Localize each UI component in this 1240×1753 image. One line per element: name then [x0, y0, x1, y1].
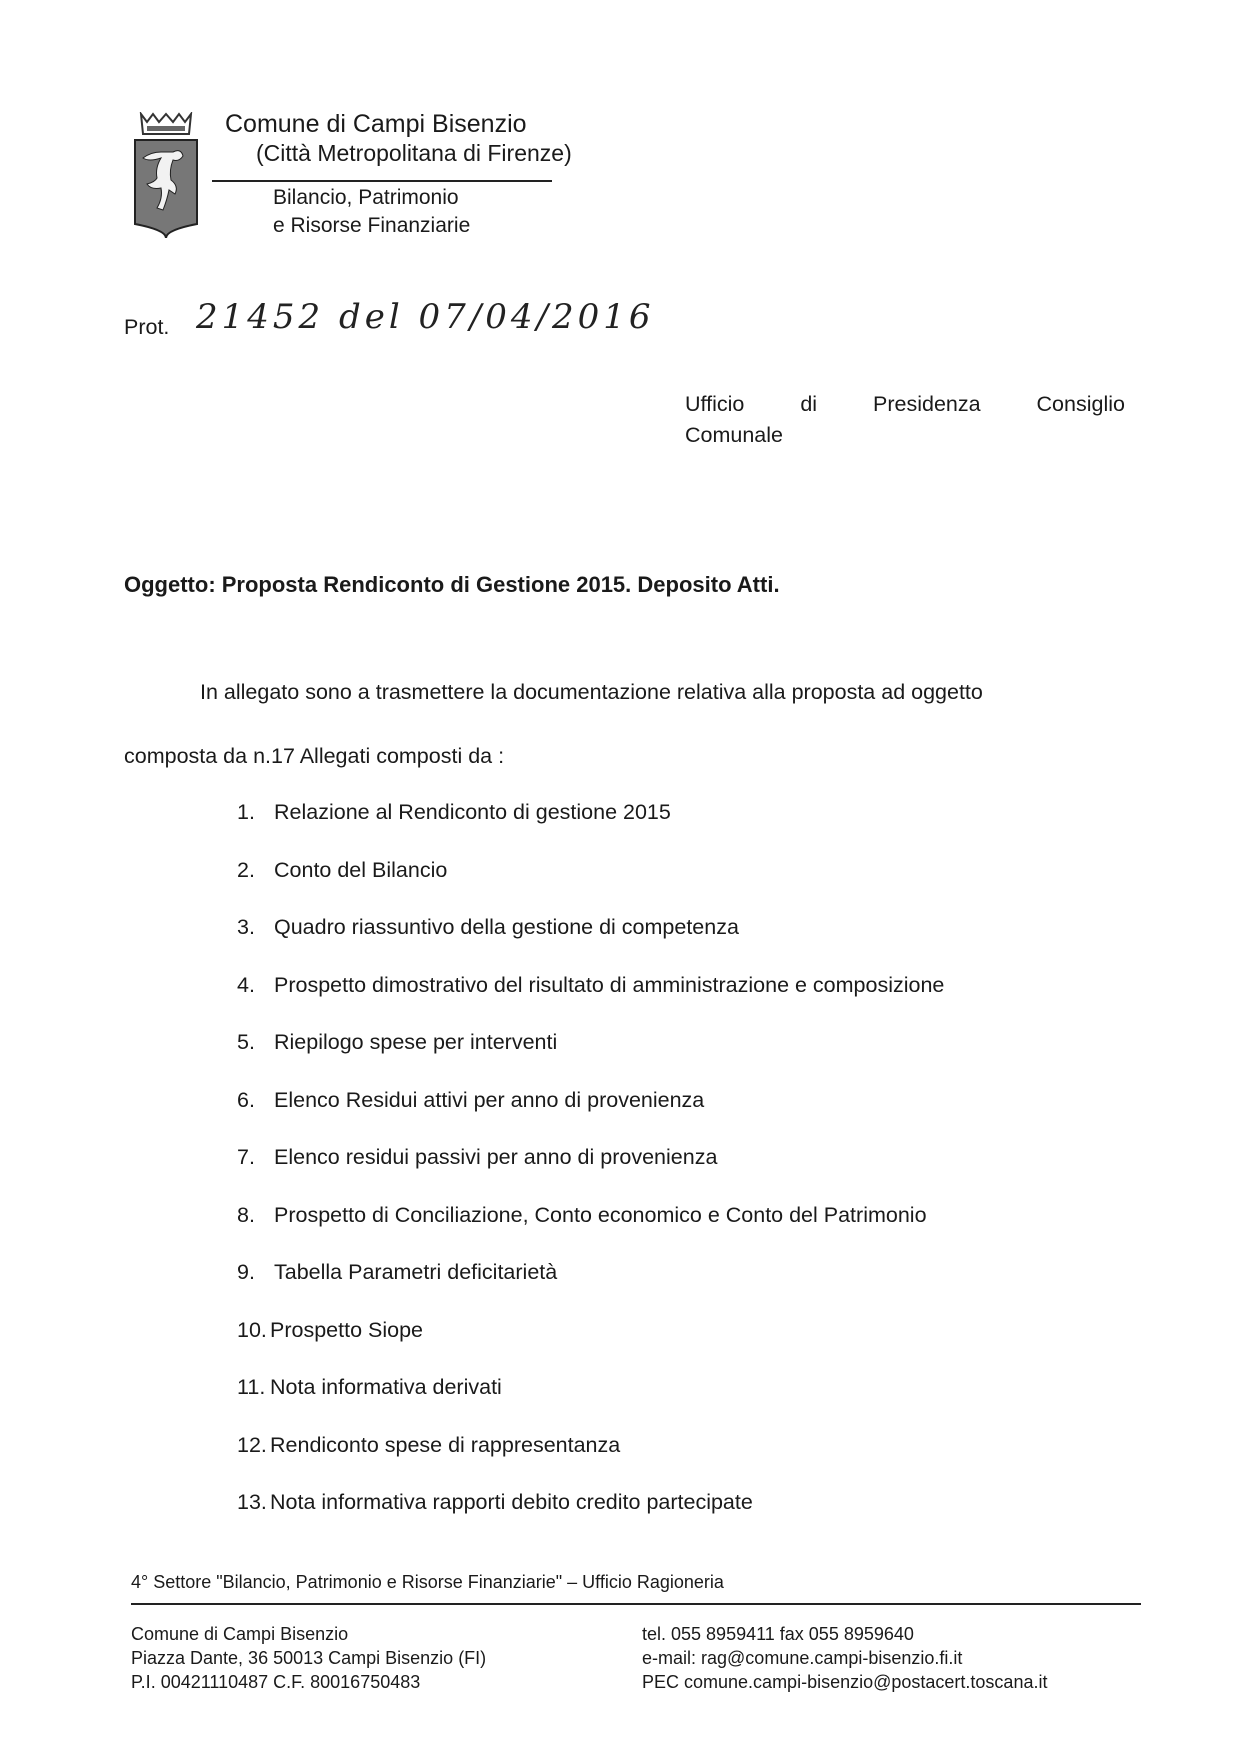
footer-email-row	[642, 1648, 962, 1669]
footer-address-2: Piazza Dante, 36 50013 Campi Bisenzio (FI)	[131, 1648, 487, 1668]
attachment-number: 13.	[237, 1490, 267, 1514]
dept-line2: e Risorse Finanziarie	[273, 214, 471, 237]
attachment-text: Conto del Bilancio	[274, 857, 448, 882]
recipient-line2: Comunale	[685, 423, 783, 447]
attachment-item	[237, 1030, 557, 1055]
pec-link[interactable]: comune.campi-bisenzio@postacert.toscana.it	[684, 1672, 1048, 1692]
coat-of-arms-logo	[133, 112, 199, 240]
body-para2: composta da n.17 Allegati composti da :	[124, 744, 505, 768]
attachment-text: Quadro riassuntivo della gestione di competenza	[274, 915, 739, 939]
attachment-number: 11.	[237, 1375, 266, 1399]
attachment-item	[237, 1260, 557, 1285]
org-name: Comune di Campi Bisenzio	[225, 110, 527, 138]
footer-address-3: P.I. 00421110487 C.F. 80016750483	[131, 1672, 421, 1692]
attachment-text: Prospetto di Conciliazione, Conto economico e Conto del Patrimonio	[274, 1202, 927, 1227]
recipient-word: Ufficio	[685, 392, 745, 416]
attachment-item	[237, 800, 671, 825]
attachment-number: 5.	[237, 1030, 255, 1054]
header-rule	[212, 180, 552, 182]
footer-rule	[131, 1603, 1141, 1605]
attachment-number: 3.	[237, 915, 255, 939]
attachment-text: Elenco Residui attivi per anno di provenienza	[274, 1087, 705, 1112]
attachment-item	[237, 1203, 927, 1228]
attachment-item	[237, 973, 944, 998]
attachment-number: 6.	[237, 1087, 255, 1112]
email-link[interactable]: rag@comune.campi-bisenzio.fi.it	[701, 1648, 963, 1668]
attachment-text: Riepilogo spese per interventi	[274, 1030, 558, 1054]
attachment-number: 9.	[237, 1260, 255, 1284]
attachment-number: 8.	[237, 1202, 255, 1227]
attachment-number: 1.	[237, 800, 255, 824]
attachment-text: Relazione al Rendiconto di gestione 2015	[274, 800, 671, 824]
email-label: e-mail:	[642, 1648, 702, 1668]
subject: Oggetto: Proposta Rendiconto di Gestione 2015. Deposito Atti.	[124, 572, 780, 597]
attachment-text: Nota informativa rapporti debito credito partecipate	[270, 1490, 753, 1514]
recipient-word: di	[800, 392, 818, 416]
attachment-text: Tabella Parametri deficitarietà	[274, 1260, 558, 1284]
attachment-text: Elenco residui passivi per anno di provenienza	[274, 1145, 718, 1169]
attachment-number: 10.	[237, 1317, 267, 1342]
attachment-text: Rendiconto spese di rappresentanza	[270, 1432, 621, 1457]
footer-address-1: Comune di Campi Bisenzio	[131, 1624, 349, 1644]
attachment-text: Prospetto Siope	[270, 1317, 423, 1342]
attachment-item	[237, 858, 447, 883]
attachment-item	[237, 1088, 704, 1113]
attachment-item	[237, 1490, 753, 1515]
attachment-item	[237, 1145, 717, 1170]
org-subname: (Città Metropolitana di Firenze)	[256, 140, 572, 166]
recipient-word: Consiglio	[1036, 392, 1125, 416]
attachment-text: Prospetto dimostrativo del risultato di amministrazione e composizione	[274, 972, 945, 997]
body-para1: In allegato sono a trasmettere la documentazione relativa alla proposta ad oggetto	[200, 680, 983, 704]
pec-label: PEC	[642, 1672, 685, 1692]
attachment-item	[237, 1433, 620, 1458]
attachment-number: 2.	[237, 857, 255, 882]
attachment-item	[237, 1318, 423, 1343]
attachment-number: 4.	[237, 972, 255, 997]
dept-line1: Bilancio, Patrimonio	[273, 186, 459, 209]
footer-tel: tel. 055 8959411 fax 055 8959640	[642, 1624, 914, 1644]
protocol-label: Prot.	[124, 315, 170, 339]
attachment-text: Nota informativa derivati	[270, 1375, 502, 1399]
recipient-word: Presidenza	[873, 392, 981, 416]
attachment-number: 12.	[237, 1432, 267, 1457]
footer-sector: 4° Settore "Bilancio, Patrimonio e Risorse Finanziarie" – Ufficio Ragioneria	[131, 1572, 724, 1592]
footer-pec-row	[642, 1672, 1047, 1693]
recipient-line1	[685, 392, 1125, 417]
attachment-item	[237, 915, 739, 940]
attachment-number: 7.	[237, 1145, 255, 1169]
attachment-item	[237, 1375, 502, 1400]
protocol-handwritten: 21452 del 07/04/2016	[196, 297, 655, 337]
